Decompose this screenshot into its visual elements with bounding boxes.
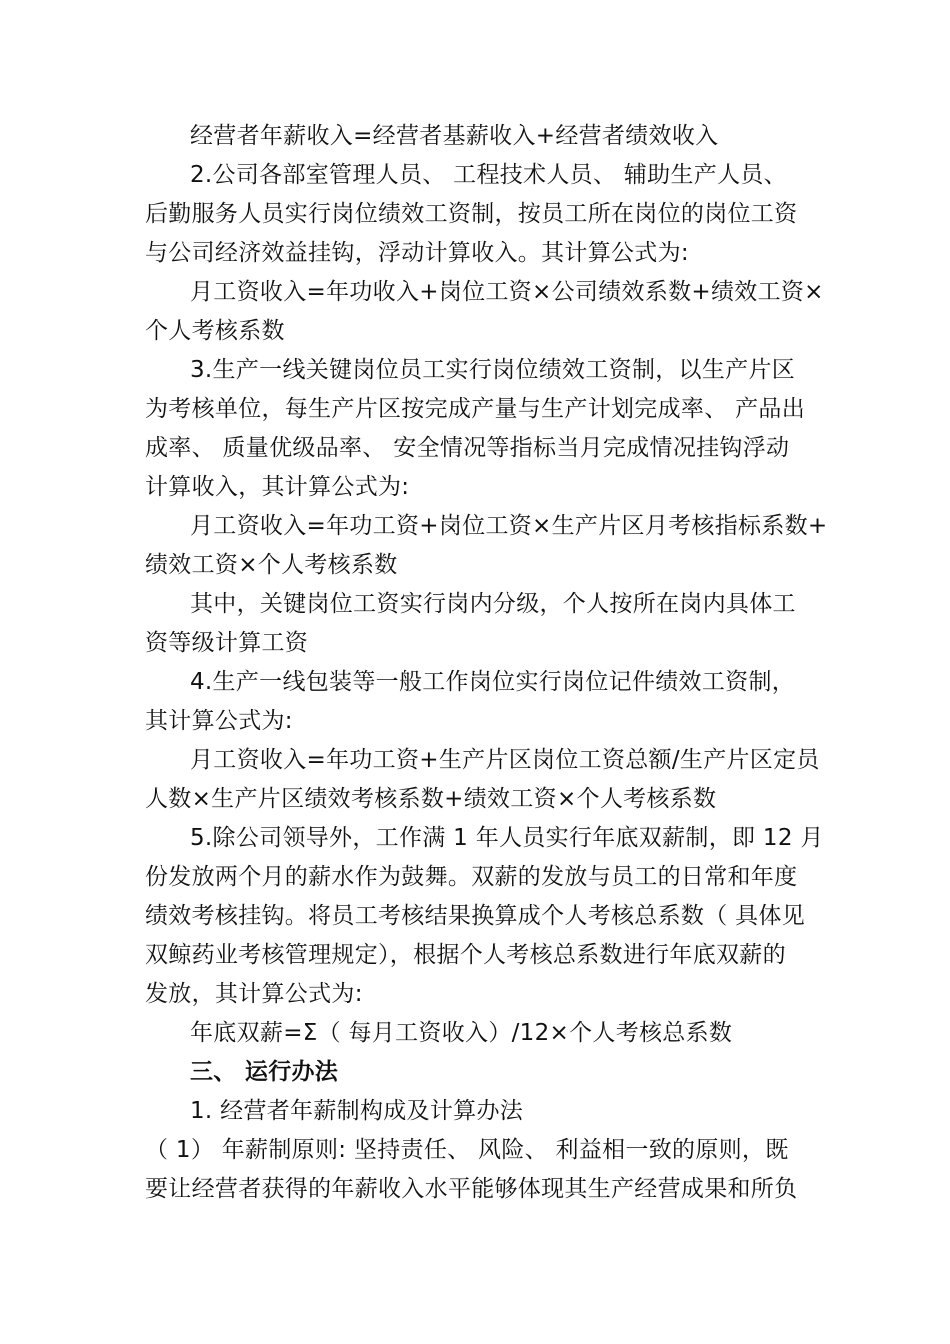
paragraph-line: 发放，其计算公式为: [145,981,363,1007]
paragraph-line: 4.生产一线包装等一般工作岗位实行岗位记件绩效工资制， [190,669,796,695]
paragraph-line: 份发放两个月的薪水作为鼓舞。双薪的发放与员工的日常和年度 [145,864,798,890]
subsection-heading: 1. 经营者年薪制构成及计算办法 [190,1098,524,1124]
formula-line: 年底双薪=Σ（ 每月工资收入）/12×个人考核总系数 [190,1020,733,1046]
paragraph-line: 3.生产一线关键岗位员工实行岗位绩效工资制，以生产片区 [190,357,796,383]
paragraph-line: （ 1） 年薪制原则: 坚持责任、 风险、 利益相一致的原则，既 [145,1137,789,1163]
paragraph-line: 其计算公式为: [145,708,293,734]
paragraph-line: 绩效考核挂钩。将员工考核结果换算成个人考核总系数（ 具体见 [145,903,806,929]
paragraph-line: 2.公司各部室管理人员、 工程技术人员、 辅助生产人员、 [190,162,787,188]
formula-line: 月工资收入=年功工资+岗位工资×生产片区月考核指标系数+ [190,513,828,539]
paragraph-line: 双鲸药业考核管理规定），根据个人考核总系数进行年底双薪的 [145,942,786,968]
paragraph-line: 后勤服务人员实行岗位绩效工资制，按员工所在岗位的岗位工资 [145,201,798,227]
formula-line: 人数×生产片区绩效考核系数+绩效工资×个人考核系数 [145,786,717,812]
formula-line: 月工资收入=年功收入+岗位工资×公司绩效系数+绩效工资× [190,279,824,305]
formula-line: 月工资收入=年功工资+生产片区岗位工资总额/生产片区定员 [190,747,820,773]
section-heading: 三、 运行办法 [190,1059,339,1085]
paragraph-line: 计算收入，其计算公式为: [145,474,410,500]
paragraph-line: 其中，关键岗位工资实行岗内分级，个人按所在岗内具体工 [190,591,796,617]
paragraph-line: 资等级计算工资 [145,630,309,656]
paragraph-line: 为考核单位，每生产片区按完成产量与生产计划完成率、 产品出 [145,396,806,422]
paragraph-line: 要让经营者获得的年薪收入水平能够体现其生产经营成果和所负 [145,1176,798,1202]
formula-line: 个人考核系数 [145,318,285,344]
paragraph-line: 成率、 质量优级品率、 安全情况等指标当月完成情况挂钩浮动 [145,435,790,461]
formula-line: 绩效工资×个人考核系数 [145,552,398,578]
paragraph-line: 5.除公司领导外，工作满 1 年人员实行年底双薪制，即 12 月 [190,825,824,851]
paragraph-line: 与公司经济效益挂钩，浮动计算收入。其计算公式为: [145,240,689,266]
paragraph-line: 经营者年薪收入=经营者基薪收入+经营者绩效收入 [190,123,719,149]
